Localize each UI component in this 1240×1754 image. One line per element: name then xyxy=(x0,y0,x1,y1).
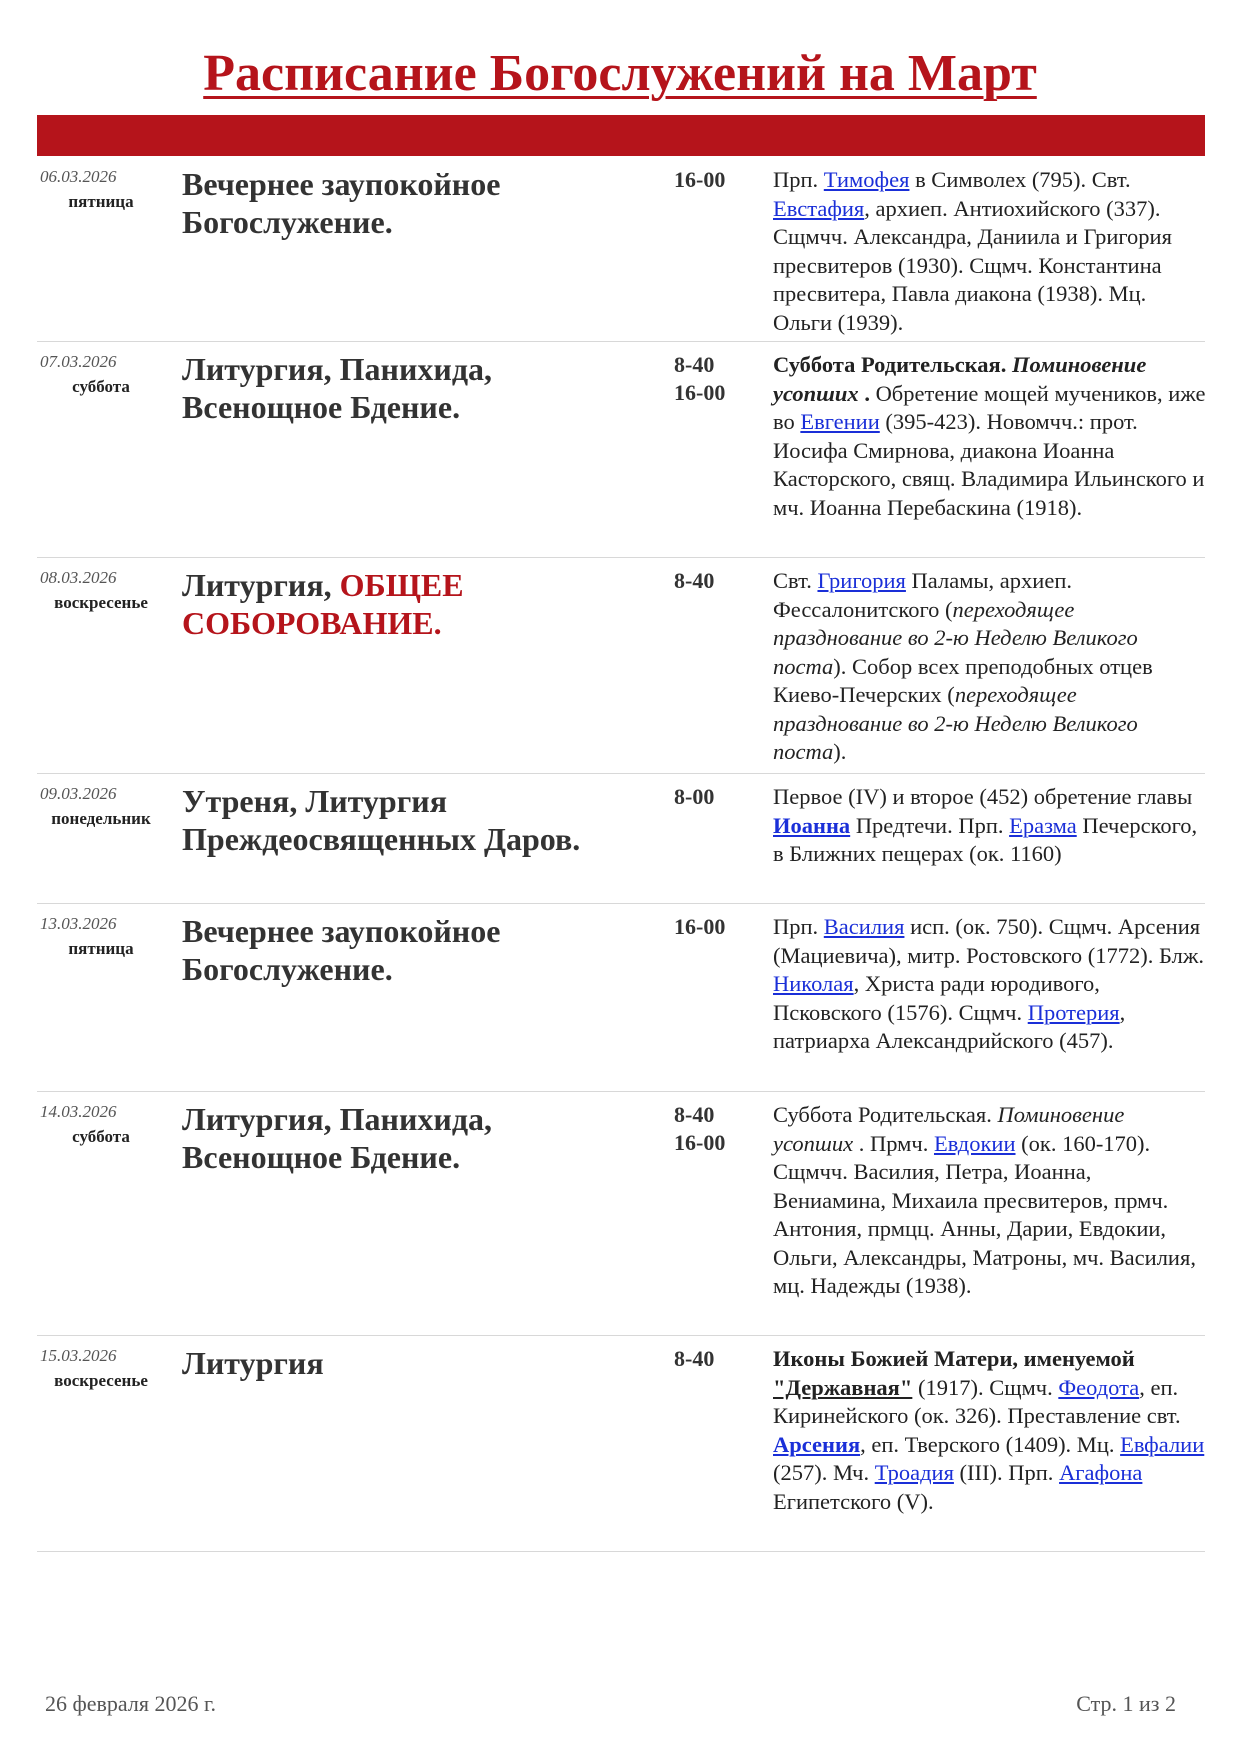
row-weekday: воскресенье xyxy=(54,593,148,612)
service-name xyxy=(182,165,652,241)
saint-link[interactable]: Евдокии xyxy=(933,1130,1016,1156)
saints-text: Египетского (V). xyxy=(773,1488,934,1514)
row-weekday: пятница xyxy=(68,192,134,211)
header-band xyxy=(37,115,1205,156)
row-date: 13.03.2026 xyxy=(40,914,117,933)
saints-text: Печерского, в Ближних пещерах (ок. 1160) xyxy=(773,812,1198,866)
service-time: 8-00 xyxy=(674,784,715,809)
service-highlight: ОБЩЕЕ СОБОРОВАНИЕ. xyxy=(182,567,464,641)
saints-commemoration xyxy=(773,567,1207,767)
row-date: 09.03.2026 xyxy=(40,784,117,803)
saints-text: , патриарха Александрийского (457). xyxy=(773,999,1126,1053)
saints-commemoration xyxy=(773,351,1207,522)
saints-text: Поминовение усопших xyxy=(773,352,1147,406)
schedule-row xyxy=(37,157,1205,342)
row-date: 14.03.2026 xyxy=(40,1102,117,1121)
footer-date: 26 февраля 2026 г. xyxy=(45,1691,217,1716)
saints-commemoration xyxy=(773,166,1207,337)
service-text: Вечернее заупокойное Богослужение. xyxy=(182,913,501,987)
saints-text: Прп. xyxy=(773,914,824,939)
row-weekday: пятница xyxy=(68,939,134,958)
saints-commemoration xyxy=(773,1101,1207,1301)
saint-link[interactable]: Феодота xyxy=(1058,1374,1140,1400)
service-time: 8-40 xyxy=(674,1346,715,1371)
saints-text: Иконы Божией Матери, именуемой xyxy=(773,1346,1135,1371)
row-weekday: суббота xyxy=(72,377,130,396)
service-times xyxy=(674,783,754,811)
service-time: 16-00 xyxy=(674,380,726,405)
saints-text: переходящее празднование во 2-ю Неделю Великого поста xyxy=(773,596,1138,679)
service-times xyxy=(674,166,754,194)
saints-text: (III). Прп. xyxy=(953,1460,1060,1485)
service-time: 8-40 xyxy=(674,352,715,377)
saint-link[interactable]: Еразма xyxy=(1009,812,1077,838)
saints-text: ). xyxy=(833,739,847,764)
page-title: Расписание Богослужений на Март xyxy=(203,45,1037,102)
service-times xyxy=(674,1345,754,1373)
saint-link[interactable]: Евфалии xyxy=(1120,1431,1205,1457)
saints-text: Предтечи. Прп. xyxy=(850,812,1010,838)
footer-page-number: Стр. 1 из 2 xyxy=(1076,1691,1176,1716)
row-weekday: воскресенье xyxy=(54,1371,148,1390)
saints-text: , архиеп. Антиохийского (337). Сщмчч. Александра, Даниила и Григория пресвитеров (1930). Сщмч. Константина пресвитера, Павла диакона (1938). Мц. Ольги (1939). xyxy=(773,195,1172,335)
saints-text: Паламы, архиеп. Фессалонитского ( xyxy=(773,568,1072,622)
row-date: 15.03.2026 xyxy=(40,1346,117,1365)
saints-text: Суббота Родительская. xyxy=(773,352,1012,377)
saints-text: . Прмч. xyxy=(853,1130,934,1156)
schedule-row xyxy=(37,904,1205,1092)
saint-link[interactable]: Евстафия xyxy=(773,195,865,221)
saints-text: , еп. Тверского (1409). Мц. xyxy=(860,1431,1121,1457)
schedule-row xyxy=(37,774,1205,904)
schedule-row xyxy=(37,1092,1205,1336)
saint-link[interactable]: Арсения xyxy=(773,1431,861,1457)
saint-link[interactable]: Василия xyxy=(823,914,905,939)
saints-text: Свт. xyxy=(773,568,818,593)
service-text: Утреня, Литургия Преждеосвященных Даров. xyxy=(182,783,581,857)
service-name xyxy=(182,1344,652,1382)
saints-text: Обретение мощей мучеников, иже во xyxy=(773,380,1206,434)
saints-commemoration xyxy=(773,913,1207,1056)
schedule-row xyxy=(37,558,1205,774)
saints-text: (ок. 160-170). Сщмчч. Василия, Петра, Иоанна, Вениамина, Михаила пресвитеров, прмч. Антония, прмцц. Анны, Дарии, Евдокии, Ольги, Александры, Матроны, мч. Василия, мц. Надежды (1938). xyxy=(773,1130,1196,1298)
saint-link[interactable]: Троадия xyxy=(874,1460,954,1485)
saint-link[interactable]: Протерия xyxy=(1027,999,1120,1025)
saints-text: (395-423). Новомчч.: прот. Иосифа Смирнова, диакона Иоанна Касторского, свящ. Владимира Ильинского и мч. Иоанна Перебаскина (1918). xyxy=(773,409,1205,520)
saints-text: ). Собор всех преподобных отцев Киево-Печерских ( xyxy=(773,653,1153,707)
row-date: 06.03.2026 xyxy=(40,167,117,186)
service-times xyxy=(674,1101,754,1157)
saints-text: , еп. Киринейского (ок. 326). Преставление свт. xyxy=(773,1374,1181,1428)
schedule-table xyxy=(37,157,1205,1552)
saints-text: Поминовение усопших xyxy=(773,1102,1125,1156)
saints-text: Прп. xyxy=(773,167,824,192)
saint-link[interactable]: Николая xyxy=(773,971,854,996)
service-time: 16-00 xyxy=(674,1130,726,1155)
saint-link[interactable]: Агафона xyxy=(1059,1460,1143,1485)
saints-commemoration xyxy=(773,783,1207,869)
service-time: 8-40 xyxy=(674,568,715,593)
saints-text: Первое (IV) и второе (452) обретение главы xyxy=(773,784,1193,809)
saints-text: (257). Мч. xyxy=(773,1460,875,1485)
service-text: Литургия, xyxy=(182,567,340,603)
saints-text: , Христа ради юродивого, Псковского (1576). Сщмч. xyxy=(773,971,1100,1025)
service-name xyxy=(182,912,652,988)
saint-link[interactable]: Тимофея xyxy=(823,167,910,192)
saints-text: "Державная" xyxy=(773,1374,913,1400)
saint-link[interactable]: Григория xyxy=(817,568,906,593)
service-text: Литургия, Панихида, Всенощное Бдение. xyxy=(182,1101,493,1175)
row-date: 07.03.2026 xyxy=(40,352,117,371)
service-times xyxy=(674,567,754,595)
row-weekday: суббота xyxy=(72,1127,130,1146)
saints-text: (1917). Сщмч. xyxy=(912,1374,1059,1400)
service-time: 8-40 xyxy=(674,1102,715,1127)
service-text: Литургия, Панихида, Всенощное Бдение. xyxy=(182,351,493,425)
service-times xyxy=(674,351,754,407)
saints-commemoration xyxy=(773,1345,1207,1516)
schedule-row xyxy=(37,342,1205,558)
saints-text: в Символех (795). Свт. xyxy=(909,167,1131,192)
service-time: 16-00 xyxy=(674,167,726,192)
service-name xyxy=(182,566,652,642)
service-name xyxy=(182,782,652,858)
service-name xyxy=(182,1100,652,1176)
saint-link[interactable]: Иоанна xyxy=(773,812,851,838)
saints-text: переходящее празднование во 2-ю Неделю Великого поста xyxy=(773,682,1138,764)
service-times xyxy=(674,913,754,941)
row-date: 08.03.2026 xyxy=(40,568,117,587)
service-name xyxy=(182,350,652,426)
saints-text: исп. (ок. 750). Сщмч. Арсения (Мациевича), митр. Ростовского (1772). Блж. xyxy=(773,914,1205,968)
row-weekday: понедельник xyxy=(51,809,151,828)
saints-text: Суббота Родительская. xyxy=(773,1102,998,1127)
service-text: Вечернее заупокойное Богослужение. xyxy=(182,166,501,240)
service-time: 16-00 xyxy=(674,914,726,939)
service-text: Литургия xyxy=(182,1345,324,1381)
saints-text: . xyxy=(858,380,876,406)
schedule-row xyxy=(37,1336,1205,1552)
saint-link[interactable]: Евгении xyxy=(800,409,880,434)
